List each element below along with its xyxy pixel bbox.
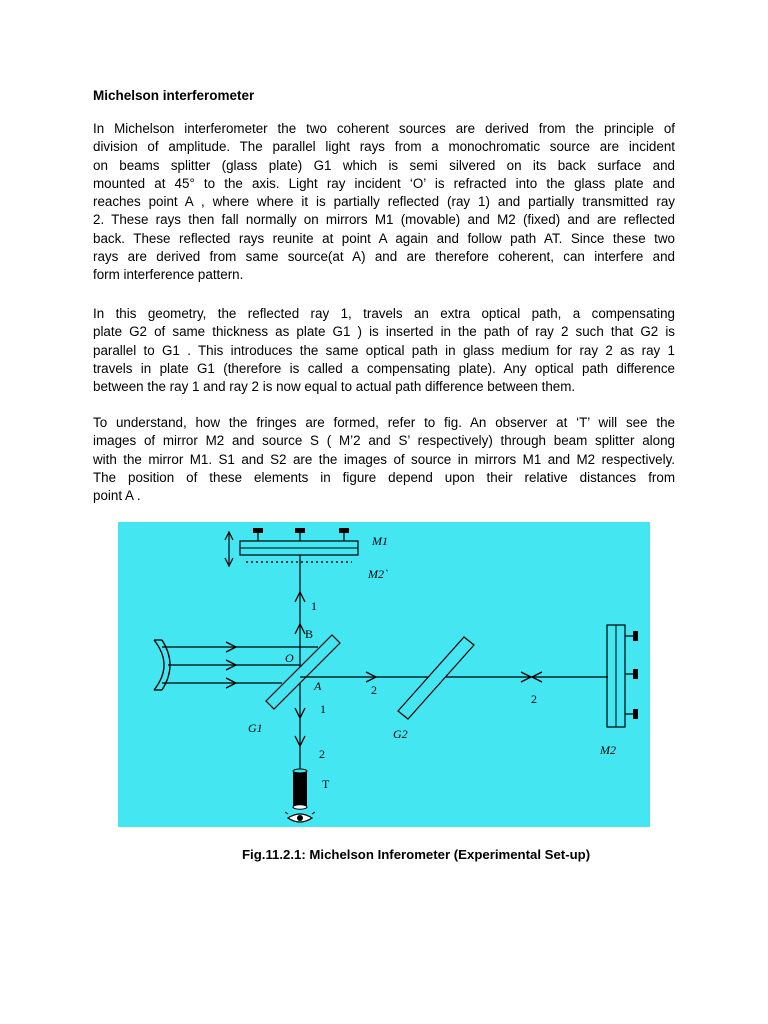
text-line: form interference pattern.	[93, 267, 244, 283]
label-o: O	[285, 651, 294, 665]
text-line: plate G2 of same thickness as plate G1 ) is inserted in the path of ray 2 such that G2 is	[93, 324, 675, 340]
text-line: images of mirror M2 and source S ( M’2 and S’ respectively) through beam splitter along	[93, 433, 675, 449]
beam-splitter-g1	[266, 635, 340, 709]
eye-icon	[285, 812, 315, 822]
label-ray2-right: 2	[531, 692, 537, 706]
text-line: division of amplitude. The parallel light rays from a monochromatic source are incident	[93, 139, 675, 155]
compensating-plate-g2	[398, 637, 474, 719]
label-b: B	[305, 627, 314, 641]
text-line: The position of these elements in figure depend upon their relative distances from	[93, 469, 675, 485]
label-ray2-down: 2	[319, 747, 325, 761]
label-ray1-bottom: 1	[320, 702, 326, 716]
interferometer-diagram	[118, 522, 650, 827]
text-line: rays are derived from same source(at A) and are therefore coherent, can interfere and	[93, 249, 675, 265]
text-line: In this geometry, the reflected ray 1, travels an extra optical path, a compensating	[93, 306, 675, 321]
label-m2-prime: M2`	[368, 567, 388, 581]
label-g2: G2	[393, 727, 408, 741]
text-line: To understand, how the fringes are formed, refer to fig. An observer at ‘T’ will see the	[93, 415, 675, 430]
text-line: back. These reflected rays reunite at point A again and follow path AT. Since these two	[93, 230, 675, 246]
label-ray2-mid: 2	[371, 683, 377, 697]
paragraph-1	[93, 120, 675, 285]
label-ray1-top: 1	[311, 599, 317, 613]
label-m2: M2	[600, 743, 616, 757]
telescope	[293, 769, 307, 809]
mirror-m1	[240, 528, 358, 555]
text-line: parallel to G1 . This introduces the same optical path in glass medium for ray 2 as ray 1	[93, 342, 675, 358]
text-line: reaches point A , where where it is partially reflected (ray 1) and partially transmitted ray	[93, 194, 675, 210]
label-t: T	[322, 777, 330, 791]
paragraph-3	[93, 414, 675, 505]
figure-caption: Fig.11.2.1: Michelson Inferometer (Experimental Set-up)	[242, 847, 591, 862]
label-g1: G1	[248, 721, 263, 735]
text-line: 2. These rays then fall normally on mirrors M1 (movable) and M2 (fixed) and are reflected	[93, 212, 675, 228]
text-line: with the mirror M1. S1 and S2 are the images of source in mirrors M1 and M2 respectively.	[93, 451, 675, 467]
ray-horizontal	[300, 672, 608, 682]
text-line: travels in plate G1 (therefore is called a compensating plate). Any optical path difference	[93, 360, 675, 376]
movement-arrow	[225, 532, 233, 566]
paragraph-2	[93, 305, 675, 396]
text-line: mounted at 45° to the axis. Light ray incident ‘O’ is refracted into the glass plate and	[93, 175, 675, 191]
label-m1: M1	[372, 534, 388, 548]
text-line: between the ray 1 and ray 2 is now equal to actual path difference between them.	[93, 379, 576, 395]
text-line: on beams splitter (glass plate) G1 which is semi silvered on its back surface and	[93, 157, 675, 173]
mirror-m2	[607, 625, 638, 727]
label-a: A	[314, 679, 322, 693]
section-heading: Michelson interferometer	[93, 88, 255, 103]
text-line: In Michelson interferometer the two coherent sources are derived from the principle of	[93, 121, 675, 136]
text-line: point A .	[93, 488, 141, 504]
